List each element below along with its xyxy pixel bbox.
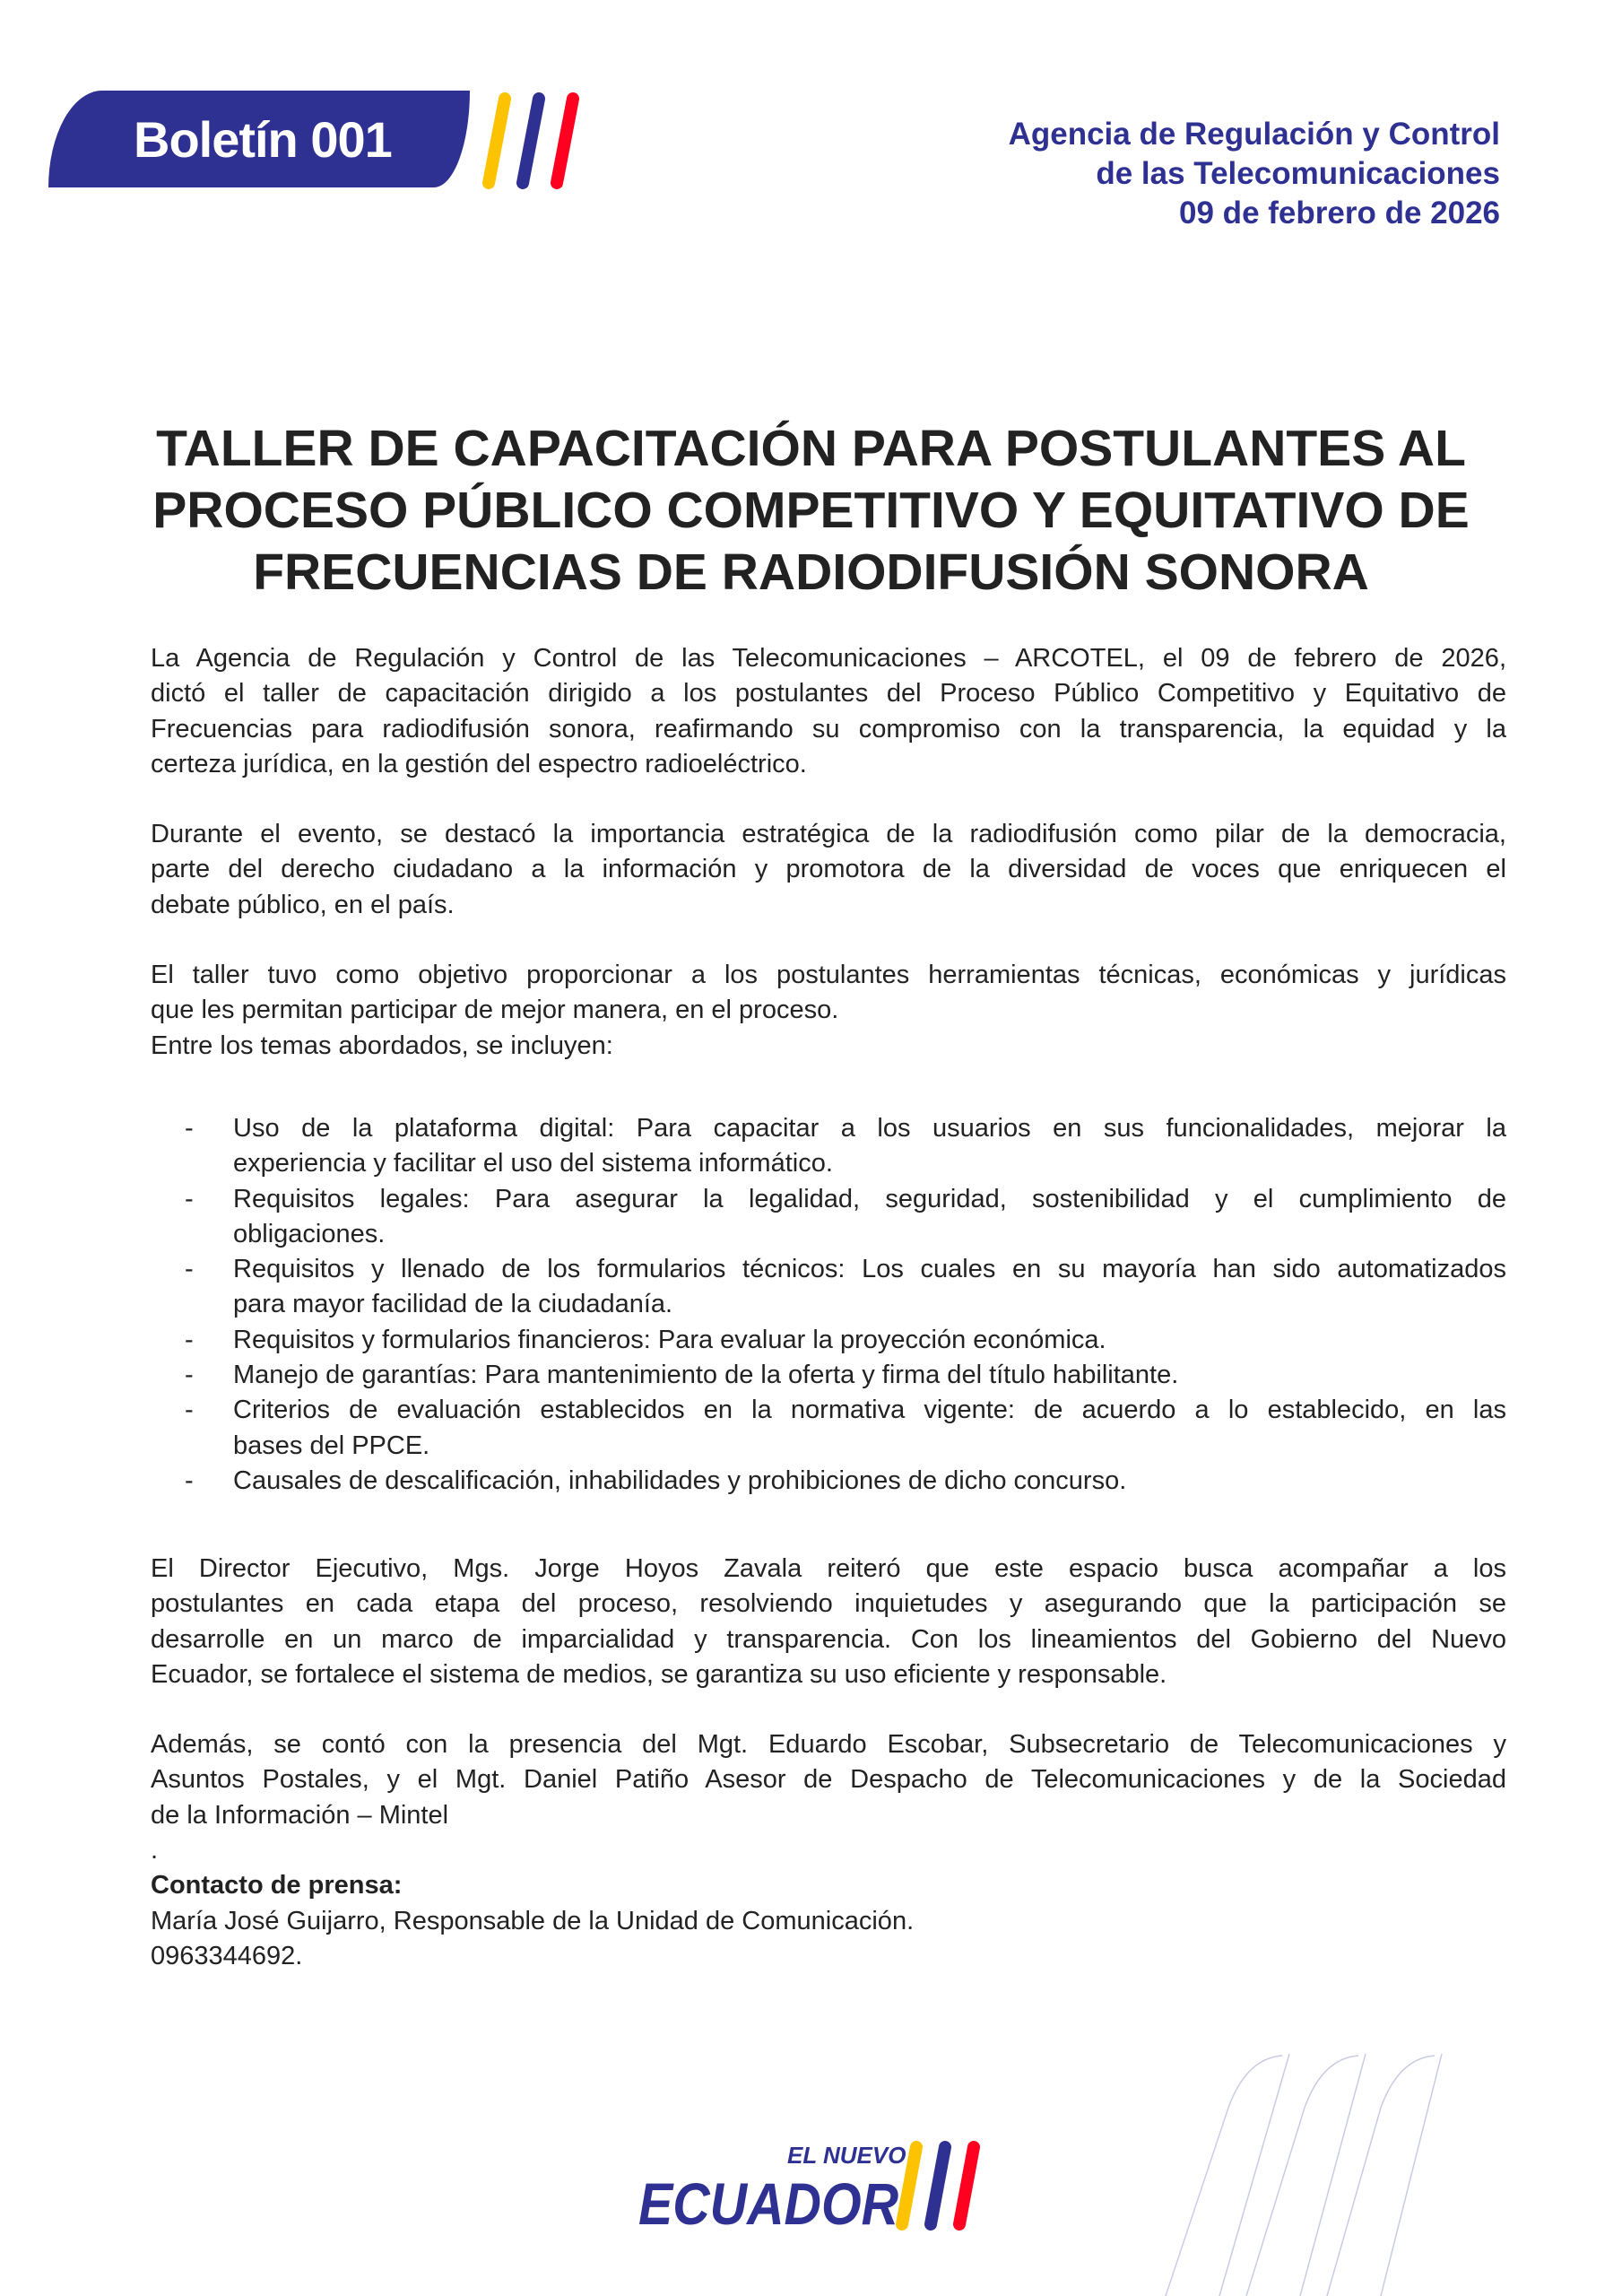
flag-stripes-icon — [453, 90, 605, 193]
text-line: Frecuencias para radiodifusión sonora, reafirmando su compromiso con la transparencia, la equidad y la — [151, 714, 1506, 744]
text-line: Requisitos legales: Para asegurar la legalidad, seguridad, sostenibilidad y el cumplimiento de — [233, 1184, 1506, 1213]
contact-phone: 0963344692. — [151, 1941, 303, 1970]
text-line: El taller tuvo como objetivo proporcionar a los postulantes herramientas técnicas, económicas y jurídicas — [151, 961, 1506, 989]
list-item — [151, 1464, 1506, 1499]
list-item — [151, 1358, 1506, 1393]
list-item — [151, 1323, 1506, 1358]
topics-list — [151, 1111, 1506, 1499]
bullet-dash: - — [185, 1184, 194, 1213]
text-line: debate público, en el país. — [151, 890, 455, 919]
paragraph-director — [151, 1552, 1506, 1692]
logo-top-text: EL NUEVO — [787, 2142, 906, 2169]
paragraph-intro — [151, 641, 1506, 782]
el-nuevo-ecuador-logo — [628, 2135, 1004, 2238]
agency-header — [1009, 115, 1500, 233]
text-line: El Director Ejecutivo, Mgs. Jorge Hoyos Zavala reiteró que este espacio busca acompañar a los — [151, 1554, 1506, 1583]
text-line: experiencia y facilitar el uso del sistema informático. — [233, 1149, 833, 1178]
title-line: PROCESO PÚBLICO COMPETITIVO Y EQUITATIVO DE — [152, 482, 1470, 539]
bulletin-label: Boletín 001 — [134, 111, 392, 168]
decorative-arcs — [1076, 2054, 1622, 2296]
text-line: Durante el evento, se destacó la importancia estratégica de la radiodifusión como pilar de la democracia, — [151, 820, 1506, 848]
agency-name-line: Agencia de Regulación y Control — [1008, 117, 1500, 152]
list-item — [151, 1252, 1506, 1323]
text-line: Requisitos y formularios financieros: Para evaluar la proyección económica. — [233, 1325, 1106, 1354]
bulletin-badge — [48, 91, 470, 187]
separator-dot: . — [151, 1836, 159, 1865]
text-line: Entre los temas abordados, se incluyen: — [151, 1031, 613, 1060]
bullet-dash: - — [185, 1114, 194, 1143]
contact-name: María José Guijarro, Responsable de la Unidad de Comunicación. — [151, 1906, 915, 1935]
list-item — [151, 1182, 1506, 1253]
text-line: para mayor facilidad de la ciudadanía. — [233, 1290, 673, 1319]
text-line: La Agencia de Regulación y Control de las Telecomunicaciones – ARCOTEL, el 09 de febrero de 2026, — [151, 644, 1506, 673]
text-line: bases del PPCE. — [233, 1431, 430, 1460]
list-item — [151, 1393, 1506, 1464]
text-line: parte del derecho ciudadano a la información y promotora de la diversidad de voces que enriquecen el — [151, 855, 1506, 884]
logo-main-text: ECUADOR — [638, 2170, 899, 2237]
logo-graphic — [628, 2135, 1004, 2238]
page-title — [90, 418, 1532, 604]
text-line: que les permitan participar de mejor manera, en el proceso. — [151, 996, 839, 1025]
text-line: postulantes en cada etapa del proceso, resolviendo inquietudes y asegurando que la participación se — [151, 1589, 1506, 1619]
text-line: Además, se contó con la presencia del Mgt. Eduardo Escobar, Subsecretario de Telecomunicaciones y — [151, 1730, 1506, 1759]
text-line: Causales de descalificación, inhabilidades y prohibiciones de dicho concurso. — [233, 1465, 1127, 1495]
title-line: TALLER DE CAPACITACIÓN PARA POSTULANTES AL — [156, 420, 1466, 477]
text-line: Criterios de evaluación establecidos en la normativa vigente: de acuerdo a lo establecido, en las — [233, 1396, 1506, 1425]
text-line: de la Información – Mintel — [151, 1800, 449, 1830]
text-line: Manejo de garantías: Para mantenimiento de la oferta y firma del título habilitante. — [233, 1361, 1179, 1390]
paragraph-event — [151, 817, 1506, 923]
bullet-dash: - — [185, 1255, 194, 1284]
text-line: desarrolle en un marco de imparcialidad y transparencia. Con los lineamientos del Gobierno del Nuevo — [151, 1624, 1506, 1654]
bullet-dash: - — [185, 1465, 194, 1495]
text-line: Requisitos y llenado de los formularios técnicos: Los cuales en su mayoría han sido automatizados — [233, 1255, 1506, 1284]
bulletin-date: 09 de febrero de 2026 — [1179, 196, 1500, 230]
contact-heading: Contacto de prensa: — [151, 1871, 403, 1900]
paragraph-guests — [151, 1727, 1506, 1833]
text-line: obligaciones. — [233, 1219, 386, 1248]
paragraph-objective — [151, 958, 1506, 1064]
bullet-dash: - — [185, 1396, 194, 1425]
press-contact — [151, 1833, 1506, 1974]
text-line: Asuntos Postales, y el Mgt. Daniel Patiño Asesor de Despacho de Telecomunicaciones y de la Sociedad — [151, 1765, 1506, 1795]
bullet-dash: - — [185, 1361, 194, 1390]
text-line: certeza jurídica, en la gestión del espectro radioeléctrico. — [151, 749, 807, 778]
title-line: FRECUENCIAS DE RADIODIFUSIÓN SONORA — [253, 544, 1369, 601]
text-line: Uso de la plataforma digital: Para capacitar a los usuarios en sus funcionalidades, mejorar la — [233, 1114, 1506, 1143]
text-line: dictó el taller de capacitación dirigido a los postulantes del Proceso Público Competitivo y Equitativo de — [151, 679, 1506, 709]
text-line: Ecuador, se fortalece el sistema de medios, se garantiza su uso eficiente y responsable. — [151, 1659, 1167, 1689]
agency-name-line: de las Telecomunicaciones — [1096, 156, 1500, 191]
list-item — [151, 1111, 1506, 1182]
bullet-dash: - — [185, 1325, 194, 1354]
